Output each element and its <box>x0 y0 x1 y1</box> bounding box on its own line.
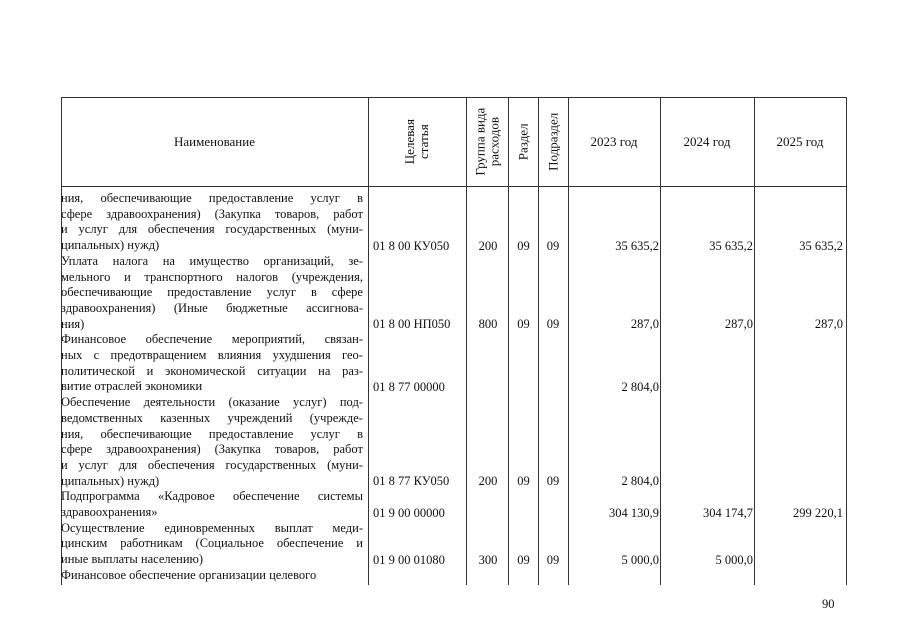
row-name-line: Осуществление единовременных выплат меди- <box>61 520 363 535</box>
target-article-cell: 01 9 00 00000 <box>373 505 445 520</box>
row-name <box>61 332 363 395</box>
page-number: 90 <box>822 597 835 611</box>
subsection-cell: 09 <box>546 317 560 332</box>
amount-2024-cell: 287,0 <box>724 317 753 332</box>
section-cell: 09 <box>517 552 530 567</box>
expense-group-cell: 200 <box>478 238 498 253</box>
subsection-cell: 09 <box>546 238 560 253</box>
col-border-right <box>846 97 847 585</box>
amount-2025-cell: 35 635,2 <box>799 238 843 253</box>
row-name <box>61 521 363 568</box>
row-name-line: здравоохранения) (Иные бюджетные ассигнова- <box>61 300 363 315</box>
amount-2023-cell: 35 635,2 <box>615 238 659 253</box>
row-name-line: витие отраслей экономики <box>61 379 203 394</box>
row-name-line: обеспечивающие предоставление услуг в сфере <box>61 285 363 300</box>
row-name-line: ведомственных казенных учреждений (учрежде- <box>61 410 363 425</box>
row-name-line: здравоохранения» <box>61 505 158 519</box>
header-section: Раздел <box>515 123 531 160</box>
budget-table <box>61 97 847 585</box>
subsection-cell: 09 <box>546 552 560 567</box>
row-name-line: Уплата налога на имущество организаций, зе- <box>61 253 363 268</box>
amount-2023-cell: 5 000,0 <box>621 552 659 567</box>
row-name-line: ципальных) нужд) <box>61 473 160 488</box>
row-name-line: Подпрограмма «Кадровое обеспечение системы <box>61 489 363 504</box>
header-year-2023: 2023 год <box>590 133 638 149</box>
target-article-cell: 01 8 00 НП050 <box>373 317 451 332</box>
target-article-cell: 01 8 77 00000 <box>373 379 445 394</box>
row-name <box>61 489 363 520</box>
target-article-cell: 01 8 00 КУ050 <box>373 238 450 253</box>
header-year-2024: 2024 год <box>683 133 731 149</box>
row-name-line: политической и экономической ситуации на раз- <box>61 363 363 378</box>
amount-2025-cell: 287,0 <box>814 317 843 332</box>
row-name-line: и услуг для обеспечения государственных (муни- <box>61 222 363 237</box>
header-subsection: Подраздел <box>545 112 561 171</box>
row-name-line: ных с предотвращением влияния ухудшения гео- <box>61 348 363 362</box>
row-name-line: иные выплаты населению) <box>61 552 204 567</box>
row-name <box>61 568 363 584</box>
amount-2023-cell: 304 130,9 <box>609 505 659 520</box>
expense-group-cell: 300 <box>478 552 498 567</box>
row-name <box>61 254 363 333</box>
row-name-line: мельного и транспортного налогов (учреждения, <box>61 269 363 284</box>
amount-2024-cell: 304 174,7 <box>703 505 753 520</box>
header-year-2025: 2025 год <box>776 133 824 149</box>
amount-2023-cell: 2 804,0 <box>621 379 659 394</box>
row-name-line: цинским работникам (Социальное обеспечение и <box>61 536 363 551</box>
row-name-line: сфере здравоохранения) (Закупка товаров, работ <box>61 206 363 221</box>
row-name-line: Финансовое обеспечение мероприятий, связан- <box>61 332 363 347</box>
row-name-line: ния) <box>61 316 85 331</box>
header-bottom-border <box>61 186 847 187</box>
header-expense-group: Группа вида расходов <box>472 107 502 176</box>
amount-2023-cell: 287,0 <box>630 317 659 332</box>
row-name-line: ния, обеспечивающие предоставление услуг в <box>61 426 363 441</box>
expense-group-cell: 800 <box>478 317 498 332</box>
row-name <box>61 395 363 489</box>
section-cell: 09 <box>517 317 530 332</box>
row-name-line: ния, обеспечивающие предоставление услуг в <box>61 191 363 205</box>
row-name-line: ципальных) нужд) <box>61 238 160 253</box>
expense-group-cell: 200 <box>478 474 498 489</box>
header-name: Наименование <box>174 133 255 149</box>
amount-2024-cell: 5 000,0 <box>715 552 753 567</box>
section-cell: 09 <box>517 474 530 489</box>
target-article-cell: 01 9 00 01080 <box>373 552 445 567</box>
section-cell: 09 <box>517 238 530 253</box>
row-name-line: сфере здравоохранения) (Закупка товаров, работ <box>61 442 363 457</box>
amount-2025-cell: 299 220,1 <box>793 505 843 520</box>
subsection-cell: 09 <box>546 474 560 489</box>
row-name <box>61 191 363 254</box>
target-article-cell: 01 8 77 КУ050 <box>373 474 450 489</box>
row-name-line: Обеспечение деятельности (оказание услуг) под- <box>61 395 363 410</box>
row-name-line: и услуг для обеспечения государственных (муни- <box>61 457 363 472</box>
header-target-article: Целевая статья <box>402 118 431 165</box>
amount-2024-cell: 35 635,2 <box>709 238 753 253</box>
amount-2023-cell: 2 804,0 <box>621 474 659 489</box>
row-name-line: Финансовое обеспечение организации целевого <box>61 567 317 582</box>
